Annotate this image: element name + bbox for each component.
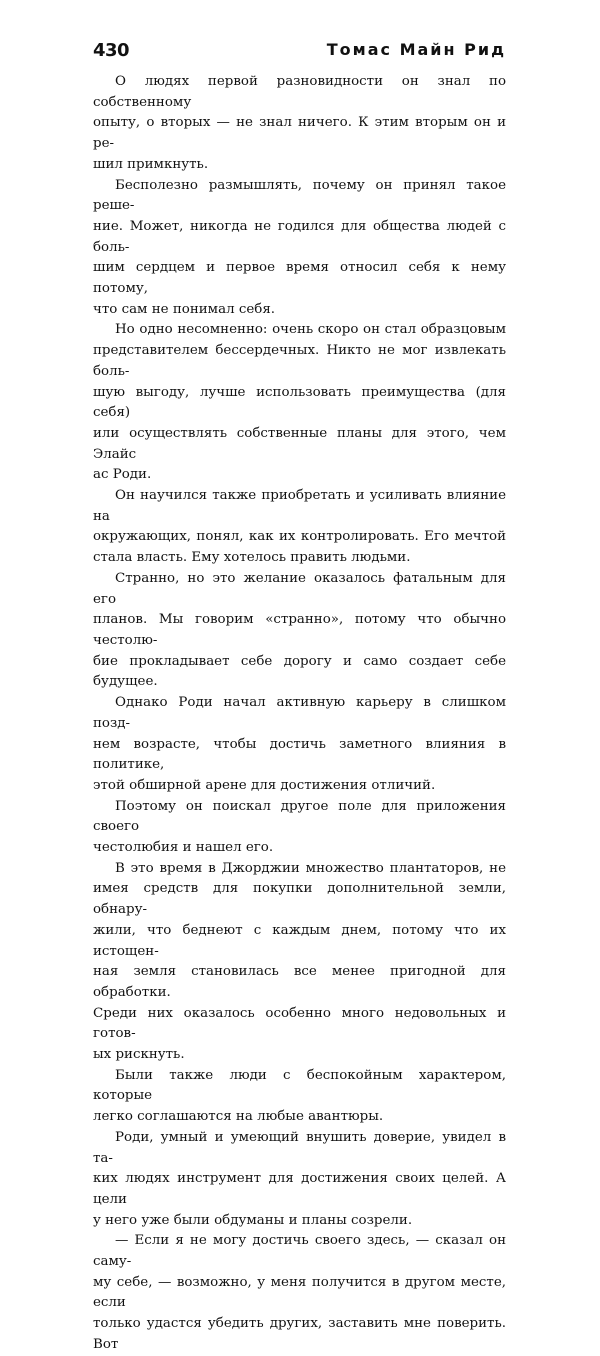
text-line: представителем бессердечных. Никто не мог извлекать боль-: [93, 343, 506, 379]
text-line: шим сердцем и первое время относил себя к нему потому,: [93, 260, 506, 297]
text-line: ная земля становилась все менее пригодной для обработки.: [93, 964, 506, 1000]
page-number: 430: [93, 40, 130, 61]
paragraph: [93, 1231, 506, 1355]
paragraph: [93, 797, 506, 859]
paragraph: [93, 486, 506, 569]
text-line: Странно, но это желание оказалось фатальным для его: [93, 570, 506, 607]
paragraph: [93, 1128, 506, 1232]
text-line: му себе, — возможно, у меня получится в другом месте, если: [93, 1274, 506, 1311]
text-line: Поэтому он поискал другое поле для приложения своего: [93, 798, 506, 835]
text-line: нем возрасте, чтобы достичь заметного влияния в политике,: [93, 736, 506, 773]
text-line: Среди них оказалось особенно много недовольных и готов-: [93, 1005, 506, 1042]
text-line: окружающих, понял, как их контролировать. Его мечтой: [93, 529, 506, 545]
text-line: — Если я не могу достичь своего здесь, — сказал он саму-: [93, 1233, 506, 1270]
paragraph: [93, 320, 506, 486]
paragraph: [93, 693, 506, 797]
paragraph: [93, 859, 506, 1066]
text-line: В это время в Джорджии множество плантаторов, не: [115, 860, 506, 876]
paragraph: [93, 176, 506, 321]
running-title: Томас Майн Рид: [326, 40, 506, 59]
text-line: стала власть. Ему хотелось править людьми.: [93, 550, 411, 566]
text-line: ние. Может, никогда не годился для общества людей с боль-: [93, 218, 506, 255]
text-line: шил примкнуть.: [93, 156, 209, 172]
text-line: О людях первой разновидности он знал по собственному: [93, 74, 506, 110]
paragraph: [93, 569, 506, 693]
text-line: только удастся убедить других, заставить мне поверить. Вот: [93, 1316, 506, 1352]
text-line: шую выгоду, лучше использовать преимущества (для себя): [93, 384, 506, 421]
paragraph: [93, 1066, 506, 1128]
text-line: Но одно несомненно: очень скоро он стал образцовым: [115, 322, 506, 338]
text-line: честолюбия и нашел его.: [93, 840, 274, 856]
text-line: планов. Мы говорим «странно», потому что обычно честолю-: [93, 612, 506, 648]
text-line: бие прокладывает себе дорогу и само создает себе будущее.: [93, 653, 506, 690]
text-line: у него уже были обдуманы и планы созрели.: [93, 1212, 413, 1228]
text-line: Однако Роди начал активную карьеру в слишком позд-: [93, 695, 506, 731]
page-header: [93, 40, 506, 62]
text-line: опыту, о вторых — не знал ничего. К этим вторым он и ре-: [93, 115, 506, 152]
text-line: этой обширной арене для достижения отличий.: [93, 777, 436, 793]
text-line: ых рискнуть.: [93, 1047, 185, 1063]
paragraph: [93, 72, 506, 176]
body-text: [93, 72, 506, 1356]
text-line: Бесполезно размышлять, почему он принял такое реше-: [93, 177, 506, 214]
text-line: Он научился также приобретать и усиливать влияние на: [93, 488, 506, 524]
text-line: что сам не понимал себя.: [93, 301, 276, 317]
text-line: легко соглашаются на любые авантюры.: [93, 1109, 384, 1125]
text-line: жили, что беднеют с каждым днем, потому что их истощен-: [93, 922, 506, 959]
text-line: Роди, умный и умеющий внушить доверие, увидел в та-: [93, 1129, 506, 1166]
text-line: Были также люди с беспокойным характером, которые: [93, 1067, 506, 1104]
text-line: ких людях инструмент для достижения своих целей. А цели: [93, 1171, 506, 1207]
text-line: или осуществлять собственные планы для этого, чем Элайс: [93, 425, 506, 462]
text-line: ас Роди.: [93, 467, 152, 483]
text-line: имея средств для покупки дополнительной земли, обнару-: [93, 881, 506, 918]
